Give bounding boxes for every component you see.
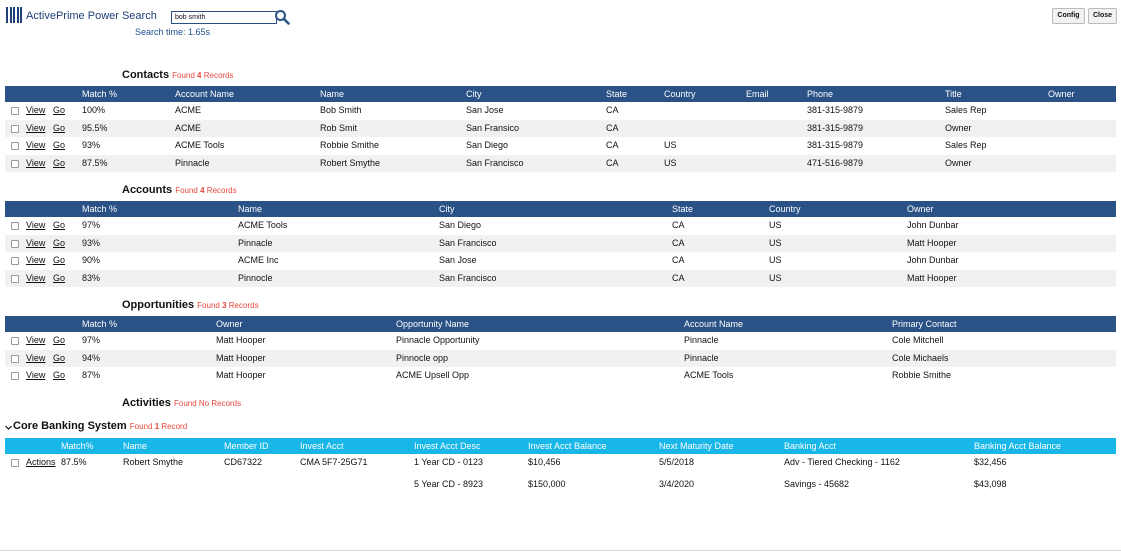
cell-invest-acct-desc: 1 Year CD - 0123: [414, 457, 484, 467]
column-header[interactable]: Email: [746, 89, 769, 99]
cell-match: 95.5%: [82, 122, 108, 133]
contacts-table: [5, 86, 1116, 172]
cell-opportunity-name: ACME Upsell Opp: [396, 370, 470, 380]
cell-account: Pinnacle: [175, 157, 210, 168]
row-checkbox[interactable]: [11, 372, 19, 380]
view-link[interactable]: View: [26, 370, 46, 380]
cell-primary-contact: Robbie Smithe: [892, 370, 952, 380]
activities-found: Found No Records: [173, 399, 242, 408]
opportunities-section-title: [122, 299, 259, 311]
cell-account: Pinnacle: [684, 352, 719, 363]
accounts-section-title: [122, 184, 237, 196]
close-button[interactable]: Close: [1088, 8, 1117, 24]
cell-country: US: [769, 237, 782, 248]
cell-owner: Matt Hooper: [907, 237, 957, 248]
search-input[interactable]: [171, 11, 277, 24]
chevron-down-icon[interactable]: [4, 423, 13, 434]
cell-city: San Diego: [466, 140, 509, 150]
opportunities-title: Opportunities: [122, 299, 195, 311]
column-header[interactable]: Owner: [1048, 89, 1075, 99]
row-checkbox[interactable]: [11, 240, 19, 248]
view-link[interactable]: View: [26, 237, 46, 248]
activities-title: Activities: [122, 397, 171, 409]
cell-name: ACME Tools: [238, 220, 288, 230]
column-header[interactable]: Invest Acct Desc: [414, 441, 481, 451]
table-row: [5, 137, 1116, 155]
cell-account: ACME Tools: [175, 140, 225, 150]
cell-country: US: [664, 157, 677, 168]
row-checkbox[interactable]: [11, 257, 19, 265]
cell-state: CA: [606, 105, 619, 115]
cell-name: Robert Smythe: [123, 457, 184, 467]
table-row: [5, 367, 1116, 385]
column-header[interactable]: Name: [238, 204, 263, 214]
column-header[interactable]: Member ID: [224, 441, 269, 451]
column-header[interactable]: Match%: [61, 441, 94, 451]
cell-account: ACME: [175, 122, 202, 133]
cell-name: Robert Smythe: [320, 157, 381, 168]
column-header[interactable]: Title: [945, 89, 962, 99]
cell-city: San Diego: [439, 220, 482, 230]
row-checkbox[interactable]: [11, 107, 19, 115]
cell-city: San Jose: [439, 255, 477, 265]
cell-title: Sales Rep: [945, 140, 987, 150]
cell-banking-acct-balance: $43,098: [974, 479, 1007, 489]
cell-match: 87.5%: [61, 457, 87, 467]
column-header[interactable]: State: [606, 89, 628, 99]
column-header[interactable]: Invest Acct Balance: [528, 441, 607, 451]
cell-state: CA: [672, 220, 685, 230]
table-row: [5, 155, 1116, 173]
cell-owner: John Dunbar: [907, 255, 959, 265]
opportunities-table: [5, 316, 1116, 385]
go-link[interactable]: Go: [53, 237, 66, 248]
view-link[interactable]: View: [26, 105, 46, 115]
column-header[interactable]: Invest Acct: [300, 441, 344, 451]
view-link[interactable]: View: [26, 335, 46, 345]
view-link[interactable]: View: [26, 255, 46, 265]
cell-primary-contact: Cole Michaels: [892, 352, 949, 363]
activeprime-logo-icon: [6, 7, 22, 23]
cell-owner: John Dunbar: [907, 220, 959, 230]
cell-match: 83%: [82, 272, 101, 283]
cell-title: Owner: [945, 157, 972, 168]
cell-member-id: CD67322: [224, 457, 263, 467]
opportunities-header-row: [5, 316, 1116, 332]
column-header[interactable]: City: [439, 204, 455, 214]
column-header[interactable]: Next Maturity Date: [659, 441, 734, 451]
column-header[interactable]: Banking Acct Balance: [974, 441, 1062, 451]
column-header[interactable]: Account Name: [175, 89, 235, 99]
row-checkbox[interactable]: [11, 355, 19, 363]
cell-account: Pinnacle: [684, 335, 719, 345]
cell-phone: 381-315-9879: [807, 122, 864, 133]
cell-match: 87%: [82, 370, 101, 380]
core-banking-found: Found 1 Record: [129, 422, 188, 431]
activities-section-title: [122, 397, 241, 409]
table-row: [5, 235, 1116, 253]
cell-opportunity-name: Pinnacle Opportunity: [396, 335, 480, 345]
column-header[interactable]: Opportunity Name: [396, 319, 470, 329]
view-link[interactable]: View: [26, 122, 46, 133]
column-header[interactable]: Match %: [82, 204, 118, 214]
cell-name: Robbie Smithe: [320, 140, 380, 150]
go-link[interactable]: Go: [53, 140, 66, 150]
cell-owner: Matt Hooper: [216, 370, 266, 380]
cell-city: San Francisco: [466, 157, 524, 168]
cell-phone: 381-315-9879: [807, 140, 864, 150]
table-row: [5, 350, 1116, 368]
cell-banking-acct-balance: $32,456: [974, 457, 1007, 467]
cell-banking-acct: Adv - Tiered Checking - 1162: [784, 457, 900, 467]
cell-name: Pinnocle: [238, 272, 273, 283]
table-row: [5, 270, 1116, 288]
cell-invest-acct: CMA 5F7-25G71: [300, 457, 368, 467]
go-link[interactable]: Go: [53, 255, 66, 265]
view-link[interactable]: View: [26, 140, 46, 150]
accounts-header-row: [5, 201, 1116, 217]
cell-name: Pinnacle: [238, 237, 273, 248]
cell-owner: Matt Hooper: [216, 335, 266, 345]
row-checkbox[interactable]: [11, 459, 19, 467]
column-header[interactable]: State: [672, 204, 694, 214]
app-title: ActivePrime Power Search: [26, 10, 157, 22]
cell-name: Rob Smit: [320, 122, 358, 133]
cell-name: Bob Smith: [320, 105, 362, 115]
cell-match: 90%: [82, 255, 101, 265]
go-link[interactable]: Go: [53, 122, 66, 133]
row-checkbox[interactable]: [11, 275, 19, 283]
column-header[interactable]: Owner: [907, 204, 934, 214]
column-header[interactable]: Name: [320, 89, 345, 99]
column-header[interactable]: Banking Acct: [784, 441, 837, 451]
cell-invest-acct-balance: $150,000: [528, 479, 566, 489]
cell-match: 93%: [82, 140, 101, 150]
bottom-divider: [0, 550, 1121, 551]
table-row: [5, 120, 1116, 138]
cell-banking-acct: Savings - 45682: [784, 479, 850, 489]
cell-primary-contact: Cole Mitchell: [892, 335, 944, 345]
table-row: [5, 217, 1116, 235]
opportunities-found: Found 3 Records: [197, 301, 259, 310]
table-row: [5, 454, 1116, 471]
table-row: [5, 332, 1116, 350]
cell-match: 100%: [82, 105, 106, 115]
row-checkbox[interactable]: [11, 142, 19, 150]
cell-invest-acct-balance: $10,456: [528, 457, 561, 467]
cell-match: 93%: [82, 237, 101, 248]
cell-city: San Francisco: [439, 272, 497, 283]
cell-country: US: [769, 220, 782, 230]
cell-phone: 381-315-9879: [807, 105, 864, 115]
view-link[interactable]: View: [26, 272, 46, 283]
column-header[interactable]: Match %: [82, 89, 118, 99]
row-checkbox[interactable]: [11, 125, 19, 133]
go-link[interactable]: Go: [53, 335, 66, 345]
contacts-found: Found 4 Records: [172, 71, 234, 80]
cell-city: San Fransico: [466, 122, 520, 133]
header: [0, 0, 1121, 60]
cell-owner: Matt Hooper: [216, 352, 266, 363]
cell-country: US: [769, 272, 782, 283]
cell-state: CA: [672, 272, 685, 283]
column-header[interactable]: Country: [769, 204, 801, 214]
cell-next-maturity-date: 3/4/2020: [659, 479, 695, 489]
contacts-title: Contacts: [122, 69, 170, 81]
cell-state: CA: [672, 237, 685, 248]
accounts-found: Found 4 Records: [175, 186, 237, 195]
accounts-title: Accounts: [122, 184, 173, 196]
column-header[interactable]: Phone: [807, 89, 834, 99]
cell-match: 94%: [82, 352, 101, 363]
cell-owner: Matt Hooper: [907, 272, 957, 283]
cell-city: San Jose: [466, 105, 504, 115]
cell-name: ACME Inc: [238, 255, 279, 265]
cell-state: CA: [672, 255, 685, 265]
row-checkbox[interactable]: [11, 337, 19, 345]
cell-state: CA: [606, 140, 619, 150]
column-header[interactable]: City: [466, 89, 482, 99]
column-header[interactable]: Owner: [216, 319, 243, 329]
row-checkbox[interactable]: [11, 222, 19, 230]
go-link[interactable]: Go: [53, 105, 66, 115]
table-row: [5, 252, 1116, 270]
go-link[interactable]: Go: [53, 272, 66, 283]
go-link[interactable]: Go: [53, 352, 66, 363]
search-icon[interactable]: [274, 9, 290, 25]
cell-city: San Francisco: [439, 237, 497, 248]
row-checkbox[interactable]: [11, 160, 19, 168]
go-link[interactable]: Go: [53, 157, 66, 168]
core-banking-header-row: [5, 438, 1116, 454]
table-row: [5, 476, 1116, 494]
cell-match: 97%: [82, 335, 101, 345]
cell-phone: 471-516-9879: [807, 157, 864, 168]
core-banking-title: Core Banking System: [13, 420, 127, 432]
cell-account: ACME Tools: [684, 370, 734, 380]
core-banking-section-title: [13, 420, 187, 432]
cell-invest-acct-desc: 5 Year CD - 8923: [414, 479, 484, 489]
cell-match: 87.5%: [82, 157, 108, 168]
go-link[interactable]: Go: [53, 220, 66, 230]
cell-title: Sales Rep: [945, 105, 987, 115]
accounts-table: [5, 201, 1116, 287]
cell-country: US: [769, 255, 782, 265]
contacts-header-row: [5, 86, 1116, 102]
cell-title: Owner: [945, 122, 972, 133]
config-button[interactable]: Config: [1052, 8, 1085, 24]
column-header[interactable]: Primary Contact: [892, 319, 957, 329]
search-time: Search time: 1.65s: [135, 27, 211, 37]
view-link[interactable]: View: [26, 352, 46, 363]
actions-link[interactable]: Actions: [26, 457, 56, 467]
go-link[interactable]: Go: [53, 370, 66, 380]
view-link[interactable]: View: [26, 220, 46, 230]
column-header[interactable]: Country: [664, 89, 696, 99]
cell-opportunity-name: Pinnocle opp: [396, 352, 449, 363]
contacts-section-title: [122, 69, 234, 81]
cell-account: ACME: [175, 105, 202, 115]
cell-next-maturity-date: 5/5/2018: [659, 457, 695, 467]
column-header[interactable]: Account Name: [684, 319, 744, 329]
table-row: [5, 102, 1116, 120]
cell-state: CA: [606, 122, 619, 133]
cell-match: 97%: [82, 220, 101, 230]
column-header[interactable]: Name: [123, 441, 148, 451]
cell-state: CA: [606, 157, 619, 168]
column-header[interactable]: Match %: [82, 319, 118, 329]
core-banking-table: [5, 438, 1116, 494]
cell-country: US: [664, 140, 677, 150]
view-link[interactable]: View: [26, 157, 46, 168]
